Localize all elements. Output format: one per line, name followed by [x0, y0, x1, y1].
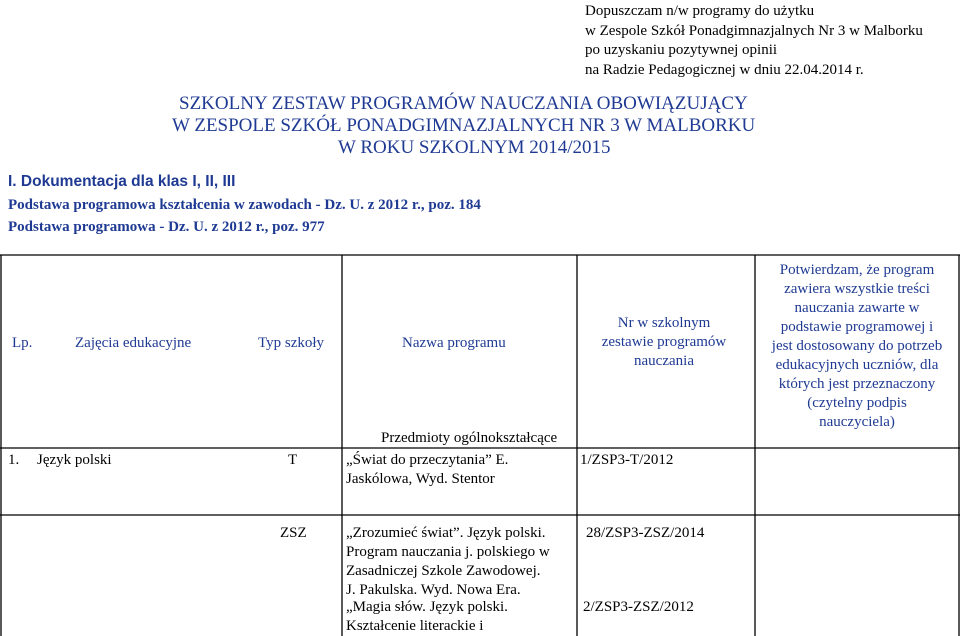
- approval-line: na Radzie Pedagogicznej w dniu 22.04.2014 r.: [585, 61, 864, 78]
- row1-subject: Język polski: [37, 452, 112, 468]
- header-program-number: [574, 314, 754, 371]
- legal-basis-2: Podstawa programowa - Dz. U. z 2012 r., poz. 977: [8, 219, 325, 235]
- header-line: nauczania: [634, 353, 694, 369]
- program-name-line: Kształcenie literackie i: [346, 618, 484, 634]
- title-line-3: W ROKU SZKOLNYM 2014/2015: [338, 137, 611, 158]
- row2-type: ZSZ: [280, 525, 307, 541]
- header-line: Potwierdzam, że program: [779, 262, 935, 278]
- row1-lp: 1.: [8, 452, 20, 468]
- header-line: nauczyciela): [819, 414, 895, 430]
- program-name-line: „Magia słów. Język polski.: [346, 599, 508, 615]
- header-line: (czytelny podpis: [807, 395, 907, 411]
- row3-program-number: 2/ZSP3-ZSZ/2012: [583, 599, 694, 615]
- section-heading: I. Dokumentacja dla klas I, II, III: [8, 173, 236, 190]
- approval-note: [585, 2, 955, 80]
- header-line: edukacyjnych uczniów, dla: [775, 357, 939, 373]
- header-lp: Lp.: [12, 335, 33, 351]
- row1-program-number: 1/ZSP3-T/2012: [580, 452, 674, 468]
- approval-line: Dopuszczam n/w programy do użytku: [585, 3, 815, 19]
- program-name-line: „Świat do przeczytania” E.: [346, 452, 509, 468]
- header-line: podstawie programowej i: [780, 319, 934, 335]
- header-school-type: Typ szkoły: [258, 335, 325, 351]
- program-name-line: Jaskólowa, Wyd. Stentor: [346, 471, 495, 487]
- program-name-line: Program nauczania j. polskiego w: [346, 544, 550, 560]
- header-line: zestawie programów: [601, 334, 727, 350]
- approval-line: po uzyskaniu pozytywnej opinii: [585, 42, 778, 58]
- row1-program-name: [346, 451, 508, 489]
- subheader-general-subjects: Przedmioty ogólnokształcące: [381, 430, 558, 446]
- legal-basis-1: Podstawa programowa kształcenia w zawodach - Dz. U. z 2012 r., poz. 184: [8, 197, 481, 213]
- header-line: Nr w szkolnym: [617, 315, 711, 331]
- program-name-line: J. Pakulska. Wyd. Nowa Era.: [346, 582, 521, 598]
- header-program-name: Nazwa programu: [402, 335, 506, 351]
- row2-program-name: [346, 524, 550, 600]
- approval-line: w Zespole Szkół Ponadgimnazjalnych Nr 3 w Malborku: [585, 22, 923, 39]
- row3-program-name: [346, 598, 508, 636]
- header-line: których jest przeznaczony: [778, 376, 936, 392]
- title-line-2: W ZESPOLE SZKÓŁ PONADGIMNAZJALNYCH NR 3 W MALBORKU: [172, 115, 756, 136]
- header-line: jest dostosowany do potrzeb: [771, 338, 943, 354]
- row2-program-number: 28/ZSP3-ZSZ/2014: [586, 525, 705, 541]
- header-confirmation: [762, 261, 952, 432]
- title-line-1: SZKOLNY ZESTAW PROGRAMÓW NAUCZANIA OBOWIĄZUJĄCY: [179, 93, 748, 114]
- header-line: zawiera wszystkie treści: [784, 281, 930, 297]
- program-name-line: Zasadniczej Szkole Zawodowej.: [346, 563, 541, 579]
- program-name-line: „Zrozumieć świat”. Język polski.: [346, 525, 546, 541]
- header-subject: Zajęcia edukacyjne: [75, 335, 192, 351]
- header-line: nauczania zawarte w: [794, 300, 920, 316]
- row1-type: T: [288, 452, 298, 468]
